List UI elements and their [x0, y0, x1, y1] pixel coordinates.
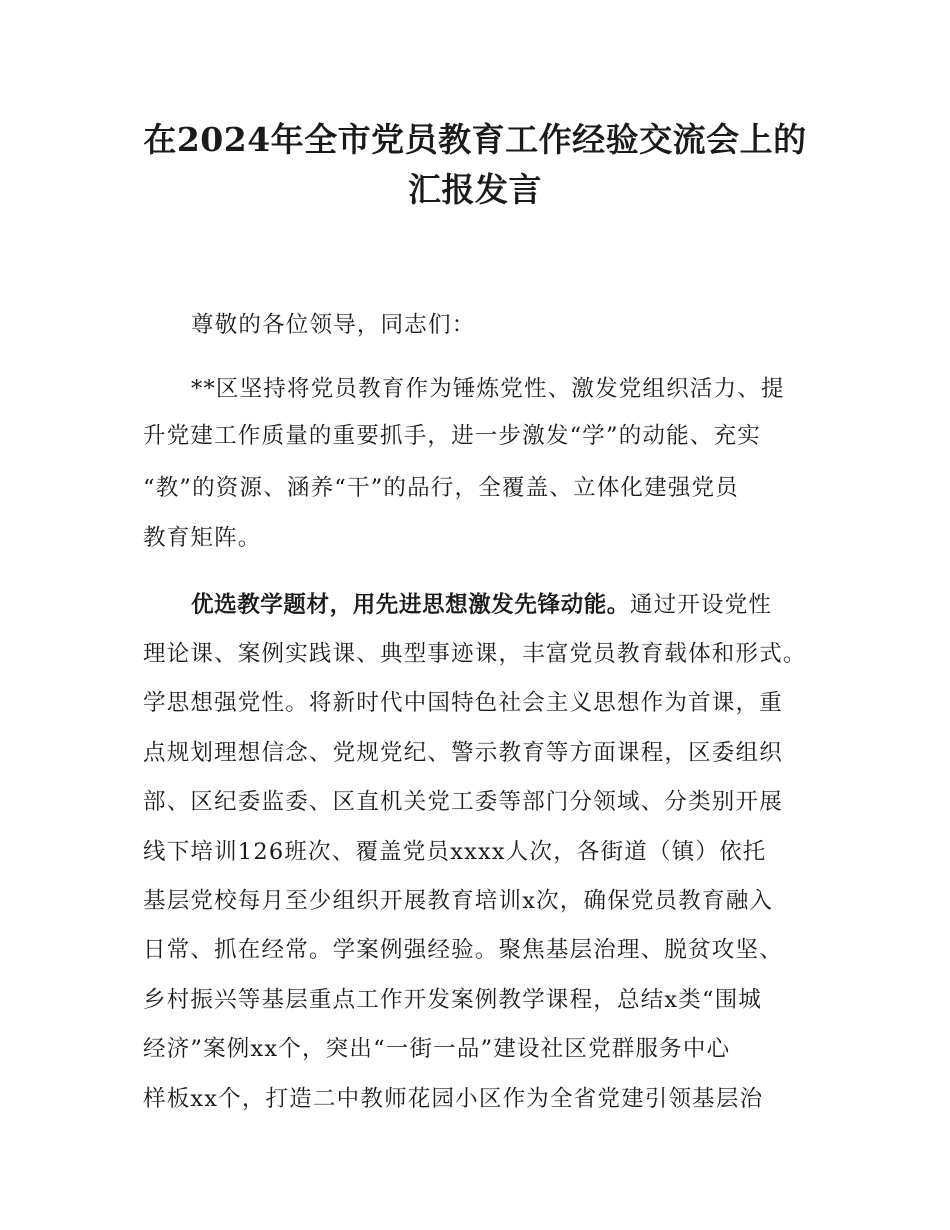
- section1-line-10: 经济”案例xx个，突出“一街一品”建设社区党群服务中心: [143, 1036, 731, 1062]
- section1-line-3: 学思想强党性。将新时代中国特色社会主义思想作为首课，重: [143, 690, 783, 716]
- section1-line-8: 日常、抓在经常。学案例强经验。聚焦基层治理、脱贫攻坚、: [143, 937, 783, 963]
- intro-line-2: 升党建工作质量的重要抓手，进一步激发“学”的动能、充实: [143, 423, 761, 449]
- section1-line-6: 线下培训126班次、覆盖党员xxxx人次，各街道（镇）依托: [143, 839, 767, 865]
- section1-line-7: 基层党校每月至少组织开展教育培训x次，确保党员教育融入: [143, 888, 774, 914]
- section1-first-line: [191, 590, 861, 620]
- section1-line-2: 理论课、案例实践课、典型事迹课，丰富党员教育载体和形式。: [143, 641, 807, 667]
- document-title-line-1: 在2024年全市党员教育工作经验交流会上的: [143, 120, 807, 159]
- section1-line-11: 样板xx个，打造二中教师花园小区作为全省党建引领基层治: [143, 1086, 764, 1112]
- section1-line-4: 点规划理想信念、党规党纪、警示教育等方面课程，区委组织: [143, 740, 783, 766]
- section1-heading: 优选教学题材，用先进思想激发先锋动能。: [191, 592, 630, 618]
- section1-line1-rest: 通过开设党性: [629, 592, 773, 618]
- document-title-line-2: 汇报发言: [408, 170, 542, 209]
- intro-line-3: “教”的资源、涵养“干”的品行，全覆盖、立体化建强党员: [143, 475, 739, 501]
- section1-line-9: 乡村振兴等基层重点工作开发案例教学课程，总结x类“围城: [143, 987, 763, 1013]
- section1-line-5: 部、区纪委监委、区直机关党工委等部门分领域、分类别开展: [143, 789, 783, 815]
- intro-line-4: 教育矩阵。: [143, 525, 262, 551]
- greeting: 尊敬的各位领导，同志们：: [191, 312, 476, 338]
- intro-line-1: **区坚持将党员教育作为锤炼党性、激发党组织活力、提: [191, 376, 785, 402]
